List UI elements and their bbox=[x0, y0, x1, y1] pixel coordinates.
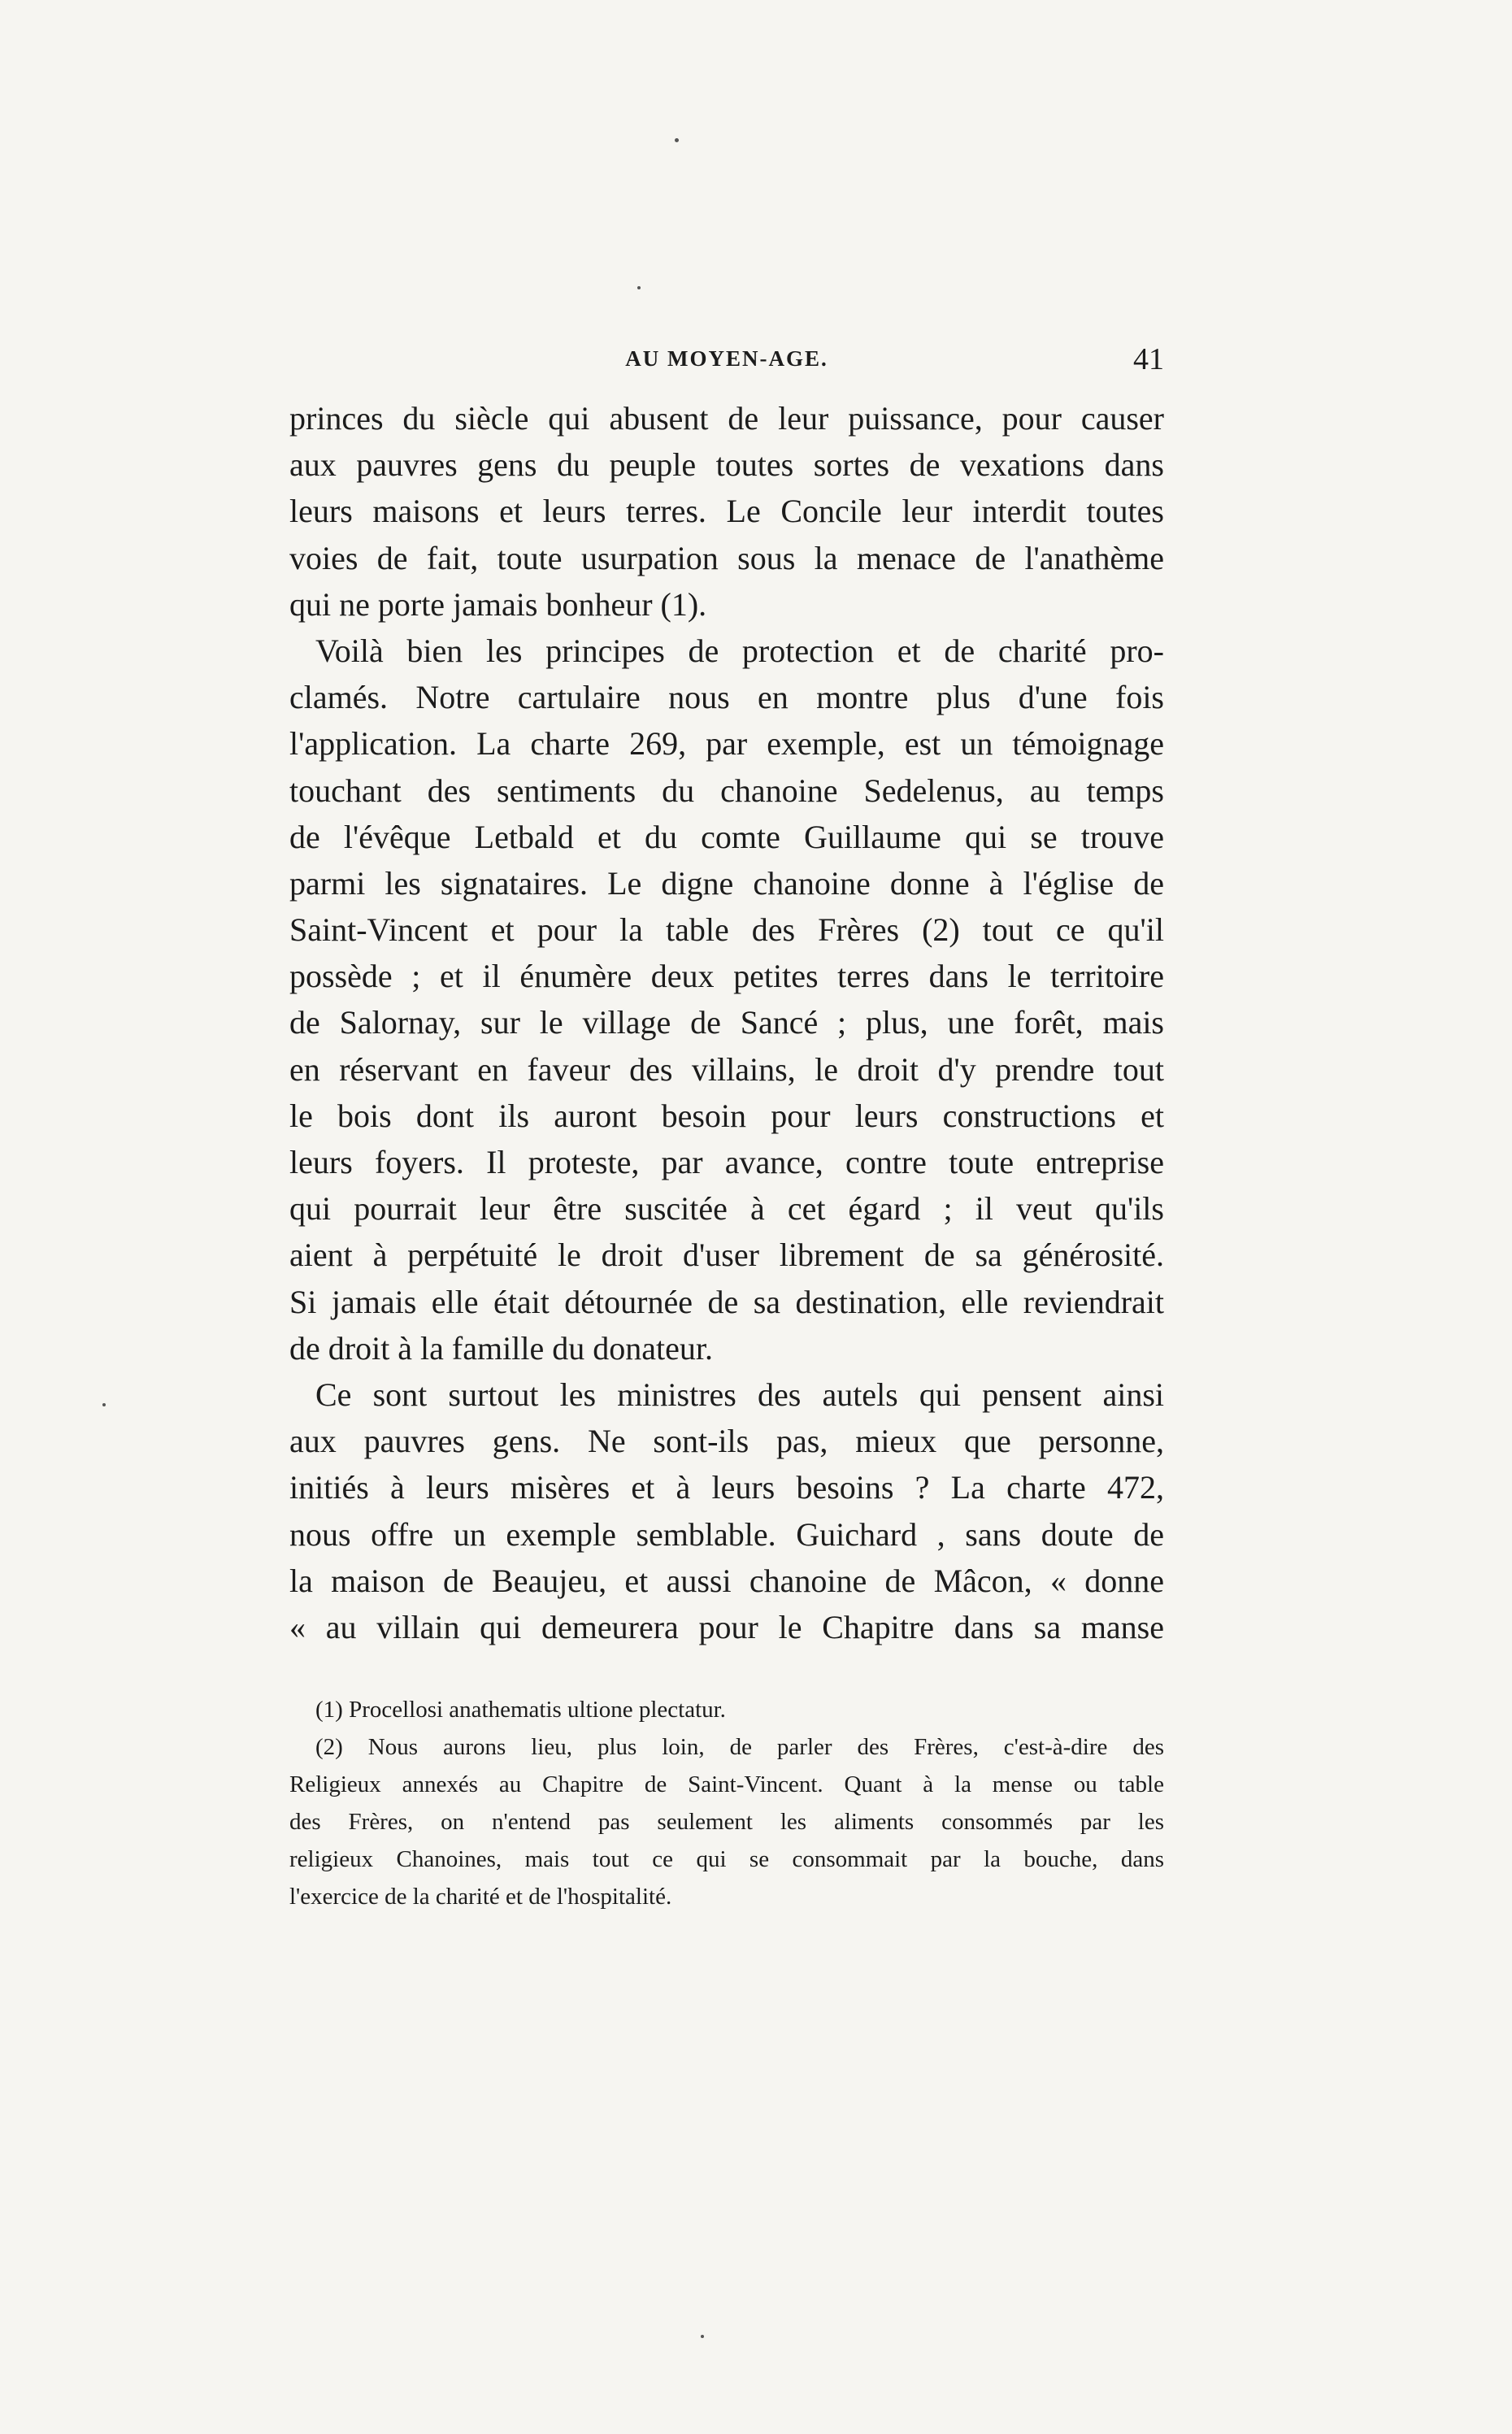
text-line: Voilà bien les principes de protection et de charité pro- bbox=[315, 632, 1164, 669]
text-line: de Salornay, sur le village de Sancé ; plus, une forêt, mais bbox=[289, 1004, 1164, 1041]
text-line: touchant des sentiments du chanoine Sedelenus, au temps bbox=[289, 771, 1164, 809]
running-title: AU MOYEN-AGE. bbox=[625, 346, 828, 371]
body-text bbox=[289, 395, 1164, 1650]
text-line: clamés. Notre cartulaire nous en montre plus d'une fois bbox=[289, 679, 1164, 716]
text-line: Si jamais elle était détournée de sa destination, elle reviendrait bbox=[289, 1283, 1164, 1320]
text-line: possède ; et il énumère deux petites terres dans le territoire bbox=[289, 958, 1164, 995]
paper-speck bbox=[102, 1403, 106, 1406]
footnote-line: (2) Nous aurons lieu, plus loin, de parler des Frères, c'est-à-dire des bbox=[315, 1734, 1164, 1760]
text-line: leurs maisons et leurs terres. Le Concile leur interdit toutes bbox=[289, 493, 1164, 530]
page-number: 41 bbox=[1133, 342, 1164, 376]
text-line: initiés à leurs misères et à leurs besoins ? La charte 472, bbox=[289, 1469, 1164, 1506]
text-line: qui pourrait leur être suscitée à cet égard ; il veut qu'ils bbox=[289, 1190, 1164, 1228]
page-header bbox=[289, 342, 1164, 385]
paper-speck bbox=[675, 138, 679, 142]
footnote-line: religieux Chanoines, mais tout ce qui se consommait par la bouche, dans bbox=[289, 1846, 1164, 1872]
footnotes bbox=[289, 1691, 1164, 1915]
text-line: Ce sont surtout les ministres des autels qui pensent ainsi bbox=[315, 1376, 1164, 1413]
footnote-line: des Frères, on n'entend pas seulement les aliments consommés par les bbox=[289, 1809, 1164, 1835]
text-line: le bois dont ils auront besoin pour leurs constructions et bbox=[289, 1097, 1164, 1134]
text-line: aient à perpétuité le droit d'user librement de sa générosité. bbox=[289, 1237, 1164, 1274]
footnote-line: l'exercice de la charité et de l'hospitalité. bbox=[289, 1884, 672, 1910]
text-line: l'application. La charte 269, par exemple, est un témoignage bbox=[289, 725, 1164, 763]
text-line: de droit à la famille du donateur. bbox=[289, 1329, 713, 1367]
text-line: la maison de Beaujeu, et aussi chanoine de Mâcon, « donne bbox=[289, 1562, 1164, 1599]
text-line: de l'évêque Letbald et du comte Guillaume qui se trouve bbox=[289, 818, 1164, 855]
text-line: leurs foyers. Il proteste, par avance, contre toute entreprise bbox=[289, 1144, 1164, 1180]
text-line: « au villain qui demeurera pour le Chapitre dans sa manse bbox=[289, 1608, 1164, 1645]
footnote-line: (1) Procellosi anathematis ultione plectatur. bbox=[315, 1697, 726, 1723]
text-line: qui ne porte jamais bonheur (1). bbox=[289, 585, 707, 623]
paper-speck bbox=[637, 286, 641, 289]
text-line: nous offre un exemple semblable. Guichard , sans doute de bbox=[289, 1515, 1164, 1553]
text-line: en réservant en faveur des villains, le droit d'y prendre tout bbox=[289, 1050, 1164, 1088]
text-line: princes du siècle qui abusent de leur puissance, pour causer bbox=[289, 400, 1164, 437]
text-line: voies de fait, toute usurpation sous la menace de l'anathème bbox=[289, 539, 1164, 576]
paper-speck bbox=[701, 2335, 704, 2338]
text-line: aux pauvres gens du peuple toutes sortes de vexations dans bbox=[289, 446, 1164, 484]
footnote-line: Religieux annexés au Chapitre de Saint-Vincent. Quant à la mense ou table bbox=[289, 1771, 1164, 1797]
text-line: parmi les signataires. Le digne chanoine donne à l'église de bbox=[289, 864, 1164, 902]
text-line: aux pauvres gens. Ne sont-ils pas, mieux que personne, bbox=[289, 1423, 1164, 1460]
text-line: Saint-Vincent et pour la table des Frères (2) tout ce qu'il bbox=[289, 911, 1164, 949]
